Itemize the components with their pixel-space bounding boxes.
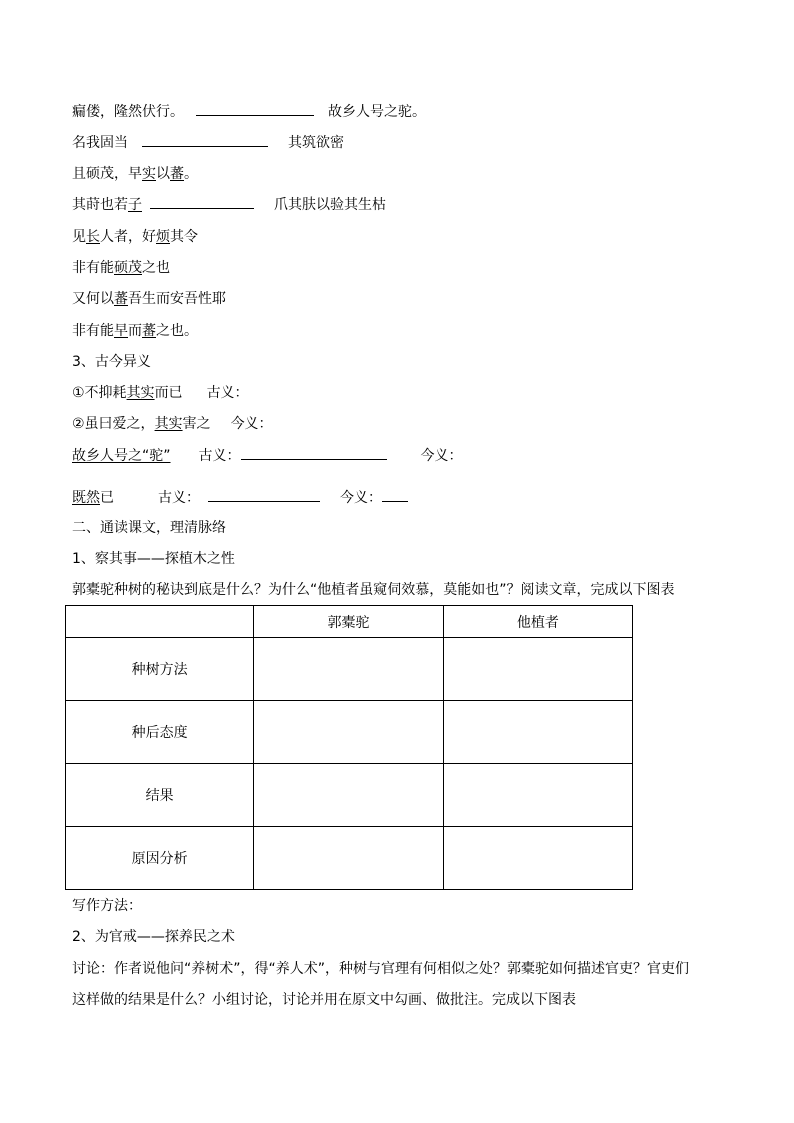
- section-heading: [72, 351, 151, 373]
- answer-blank[interactable]: [208, 487, 320, 502]
- text: 今义：: [230, 416, 273, 432]
- section-heading: [72, 517, 226, 539]
- text: 这样做的结果是什么？小组讨论，讨论并用在原文中勾画、做批注。完成以下图表: [72, 992, 576, 1008]
- answer-cell[interactable]: [443, 764, 632, 827]
- line-4: [72, 194, 386, 216]
- answer-blank[interactable]: [196, 101, 314, 116]
- line-6: [72, 257, 170, 279]
- table-row: [66, 764, 633, 827]
- text: 其莳也若: [72, 197, 128, 213]
- text: 之也。: [156, 323, 198, 339]
- table-row: [66, 638, 633, 701]
- line-8: [72, 320, 198, 342]
- text: 。: [184, 166, 198, 182]
- underlined-word: 子: [128, 197, 142, 213]
- text: 今义：: [420, 448, 463, 464]
- text: 见: [72, 229, 86, 245]
- underlined-word: 烦: [156, 229, 170, 245]
- table-row: [66, 827, 633, 890]
- comparison-table: [65, 605, 633, 890]
- underlined-word: 长: [86, 229, 100, 245]
- text: 人者，好: [100, 229, 156, 245]
- header-cell: 郭橐驼: [254, 606, 443, 638]
- text: ①不抑耗: [72, 385, 127, 401]
- text: 故乡人号之驼。: [328, 104, 426, 120]
- answer-blank[interactable]: [142, 132, 268, 147]
- text: 3、古今异义: [72, 354, 151, 370]
- answer-blank[interactable]: [382, 487, 408, 502]
- text: 写作方法：: [72, 898, 142, 914]
- answer-cell[interactable]: [254, 827, 443, 890]
- text: 古义：: [206, 385, 249, 401]
- writing-method: [72, 895, 142, 917]
- line-5: [72, 226, 198, 248]
- ancient-modern-3: [72, 445, 463, 467]
- underlined-word: 实: [142, 166, 156, 182]
- text: 2、为官戒——探养民之术: [72, 929, 235, 945]
- text: 名我固当: [72, 135, 128, 151]
- text: ②虽曰爱之，: [72, 416, 155, 432]
- line-7: [72, 288, 226, 310]
- answer-cell[interactable]: [254, 701, 443, 764]
- underlined-word: 其实: [126, 385, 155, 401]
- question-text: [72, 579, 675, 601]
- text: 瘺偻，隆然伏行。: [72, 104, 184, 120]
- ancient-modern-1: [72, 382, 249, 404]
- text: 郭橐驼种树的秘诀到底是什么？为什么“他植者虽窥伺效慕，莫能如也”？阅读文章，完成以下图表: [72, 582, 675, 598]
- text: 1、察其事——探植木之性: [72, 551, 235, 567]
- answer-cell[interactable]: [254, 764, 443, 827]
- text: 吾生而安吾性耶: [128, 291, 226, 307]
- underlined-word: 既然: [72, 490, 100, 506]
- line-1: [72, 101, 426, 123]
- text: 其筑欲密: [288, 135, 344, 151]
- row-label: 原因分析: [66, 827, 254, 890]
- answer-cell[interactable]: [443, 701, 632, 764]
- answer-cell[interactable]: [443, 827, 632, 890]
- text: 非有能: [72, 260, 114, 276]
- underlined-word: 故乡人号之“驼”: [72, 448, 171, 464]
- table-header-row: [66, 606, 633, 638]
- underlined-word: 蕃: [114, 291, 128, 307]
- text: 爪其肤以验其生枯: [274, 197, 386, 213]
- text: 其令: [170, 229, 198, 245]
- line-3: [72, 163, 198, 185]
- text: 以: [156, 166, 170, 182]
- sub-heading: [72, 548, 235, 570]
- text: 讨论：作者说他问“养树术”，得“养人术”，种树与官理有何相似之处？郭橐驼如何描述官吏？官吏们: [72, 961, 690, 977]
- text: 二、通读课文，理清脉络: [72, 520, 226, 536]
- ancient-modern-2: [72, 413, 273, 435]
- row-label: 结果: [66, 764, 254, 827]
- header-cell: 他植者: [443, 606, 632, 638]
- sub-heading: [72, 926, 235, 948]
- answer-blank[interactable]: [241, 445, 387, 460]
- underlined-word: 其实: [154, 416, 183, 432]
- text: 而已: [154, 385, 183, 401]
- underlined-word: 蕃: [170, 166, 184, 182]
- text: 非有能: [72, 323, 114, 339]
- text: 古义：: [198, 448, 241, 464]
- text: 害之: [182, 416, 211, 432]
- table-row: [66, 701, 633, 764]
- header-cell: [66, 606, 254, 638]
- answer-cell[interactable]: [254, 638, 443, 701]
- text: 之也: [142, 260, 170, 276]
- underlined-word: 早: [114, 323, 128, 339]
- discussion-text: [72, 989, 576, 1011]
- ancient-modern-4: [72, 487, 408, 509]
- text: 又何以: [72, 291, 114, 307]
- text: 古义：: [158, 490, 200, 506]
- row-label: 种后态度: [66, 701, 254, 764]
- text: 而: [128, 323, 142, 339]
- discussion-text: [72, 958, 689, 980]
- underlined-word: 硕茂: [114, 260, 142, 276]
- text: 今义：: [340, 490, 382, 506]
- line-2: [72, 132, 344, 154]
- answer-blank[interactable]: [150, 194, 254, 209]
- text: 且硕茂，早: [72, 166, 142, 182]
- text: 已: [100, 490, 114, 506]
- row-label: 种树方法: [66, 638, 254, 701]
- answer-cell[interactable]: [443, 638, 632, 701]
- underlined-word: 蕃: [142, 323, 156, 339]
